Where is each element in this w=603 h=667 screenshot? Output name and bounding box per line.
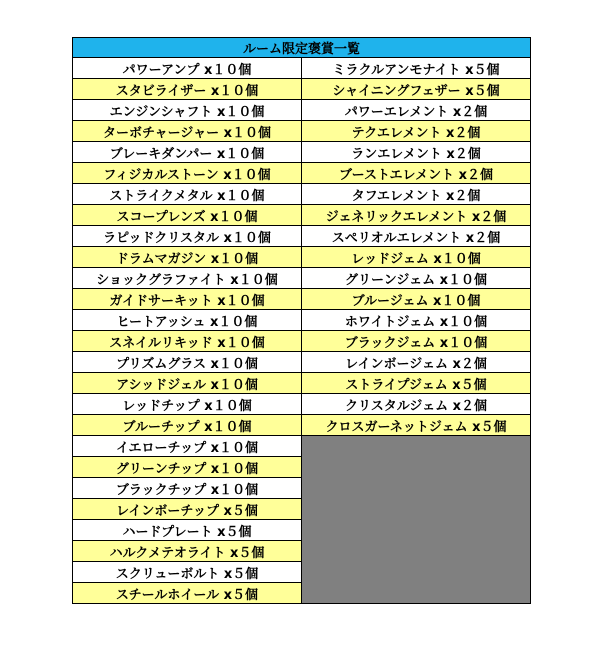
reward-cell-left: パワーアンプ x１０個 <box>73 58 302 79</box>
table-row <box>73 163 531 184</box>
reward-cell-left: スタビライザー x１０個 <box>73 79 302 100</box>
table-row <box>73 100 531 121</box>
reward-cell-left: ブレーキダンパー x１０個 <box>73 142 302 163</box>
reward-cell-left: スクリューボルト x５個 <box>73 562 302 583</box>
empty-gray-block <box>302 436 531 604</box>
table-row <box>73 247 531 268</box>
reward-cell-left: アシッドジェル x１０個 <box>73 373 302 394</box>
reward-cell-left: レインボーチップ x５個 <box>73 499 302 520</box>
table-row <box>73 268 531 289</box>
table-row <box>73 352 531 373</box>
reward-cell-left: グリーンチップ x１０個 <box>73 457 302 478</box>
reward-cell-right: シャイニングフェザー x５個 <box>302 79 531 100</box>
reward-cell-right: ランエレメント x２個 <box>302 142 531 163</box>
table-row <box>73 184 531 205</box>
reward-cell-right: グリーンジェム x１０個 <box>302 268 531 289</box>
reward-cell-right: クロスガーネットジェム x５個 <box>302 415 531 436</box>
reward-cell-left: エンジンシャフト x１０個 <box>73 100 302 121</box>
reward-table-body <box>73 38 531 604</box>
reward-cell-right: ブラックジェム x１０個 <box>302 331 531 352</box>
table-row <box>73 289 531 310</box>
table-row <box>73 331 531 352</box>
reward-cell-right: スペリオルエレメント x２個 <box>302 226 531 247</box>
reward-cell-right: ミラクルアンモナイト x５個 <box>302 58 531 79</box>
reward-cell-left: スネイルリキッド x１０個 <box>73 331 302 352</box>
reward-cell-left: イエローチップ x１０個 <box>73 436 302 457</box>
reward-cell-left: ブラックチップ x１０個 <box>73 478 302 499</box>
reward-cell-right: ジェネリックエレメント x２個 <box>302 205 531 226</box>
table-row <box>73 310 531 331</box>
reward-cell-left: ドラムマガジン x１０個 <box>73 247 302 268</box>
reward-cell-left: レッドチップ x１０個 <box>73 394 302 415</box>
reward-cell-left: ハルクメテオライト x５個 <box>73 541 302 562</box>
reward-cell-right: パワーエレメント x２個 <box>302 100 531 121</box>
reward-cell-left: ラピッドクリスタル x１０個 <box>73 226 302 247</box>
reward-cell-left: ハードプレート x５個 <box>73 520 302 541</box>
reward-cell-left: ヒートアッシュ x１０個 <box>73 310 302 331</box>
reward-cell-left: ショックグラファイト x１０個 <box>73 268 302 289</box>
reward-cell-left: スチールホイール x５個 <box>73 583 302 604</box>
reward-cell-right: ブルージェム x１０個 <box>302 289 531 310</box>
reward-cell-right: クリスタルジェム x２個 <box>302 394 531 415</box>
table-row <box>73 58 531 79</box>
reward-cell-left: プリズムグラス x１０個 <box>73 352 302 373</box>
reward-cell-right: レッドジェム x１０個 <box>302 247 531 268</box>
reward-cell-right: レインボージェム x２個 <box>302 352 531 373</box>
table-title: ルーム限定褒賞一覧 <box>73 38 531 58</box>
reward-cell-left: ガイドサーキット x１０個 <box>73 289 302 310</box>
table-row <box>73 415 531 436</box>
table-row <box>73 226 531 247</box>
reward-cell-right: ストライプジェム x５個 <box>302 373 531 394</box>
table-row <box>73 373 531 394</box>
table-row <box>73 121 531 142</box>
title-row <box>73 38 531 58</box>
reward-cell-right: ブーストエレメント x２個 <box>302 163 531 184</box>
table-row <box>73 142 531 163</box>
reward-cell-left: スコープレンズ x１０個 <box>73 205 302 226</box>
table-row <box>73 436 531 457</box>
reward-cell-right: タフエレメント x２個 <box>302 184 531 205</box>
reward-cell-left: ストライクメタル x１０個 <box>73 184 302 205</box>
reward-cell-left: フィジカルストーン x１０個 <box>73 163 302 184</box>
table-row <box>73 205 531 226</box>
table-row <box>73 394 531 415</box>
reward-cell-left: ターボチャージャー x１０個 <box>73 121 302 142</box>
reward-cell-left: ブルーチップ x１０個 <box>73 415 302 436</box>
reward-table <box>72 37 531 604</box>
reward-cell-right: テクエレメント x２個 <box>302 121 531 142</box>
reward-cell-right: ホワイトジェム x１０個 <box>302 310 531 331</box>
table-row <box>73 79 531 100</box>
